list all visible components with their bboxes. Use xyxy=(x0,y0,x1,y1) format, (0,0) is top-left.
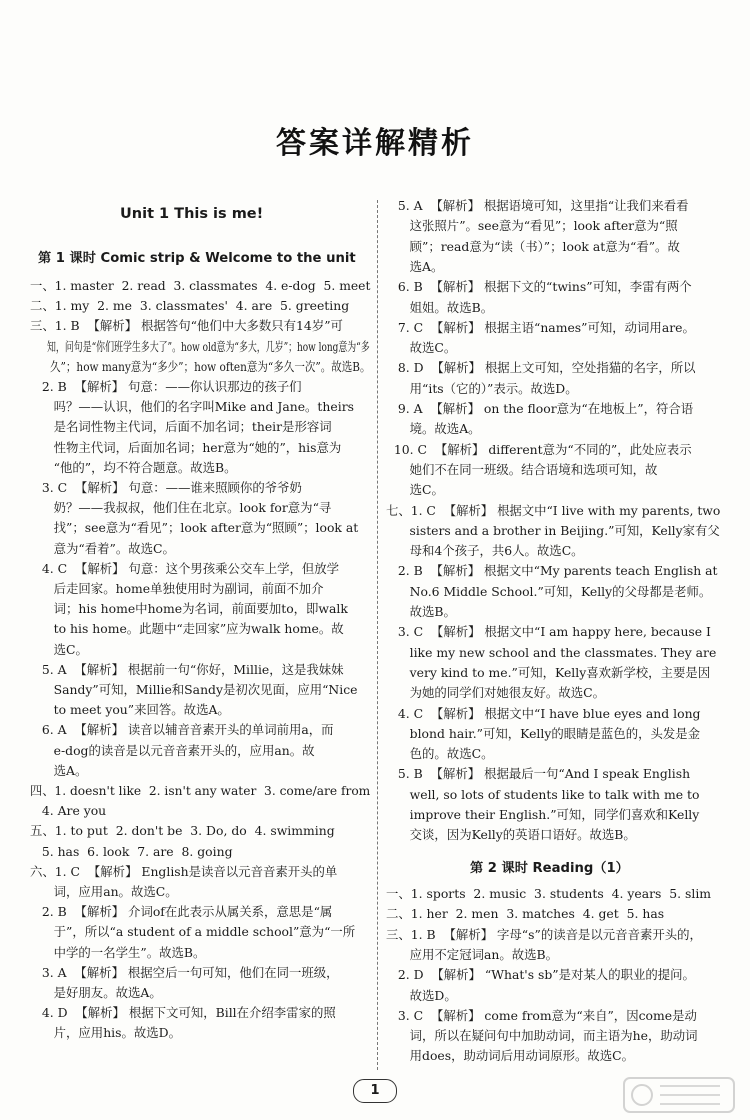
answer-line: 词；his home中home为名词，前面要加to，即walk xyxy=(30,601,348,617)
answer-line: 她们不在同一班级。结合语境和选项可知，故 xyxy=(386,461,658,477)
answer-line: 母和4个孩子，共6人。故选C。 xyxy=(386,543,584,559)
answer-line: 6. B 【解析】 根据下文的“twins”可知，李雷有两个 xyxy=(386,279,692,295)
answer-line: 选C。 xyxy=(30,641,88,657)
answer-line: 片，应用his。故选D。 xyxy=(30,1025,181,1041)
answer-line: 选A。 xyxy=(30,762,88,778)
answer-line: 4. C 【解析】 句意：这个男孩乘公交车上学，但放学 xyxy=(30,560,340,576)
answer-line: 2. B 【解析】 根据文中“My parents teach English at xyxy=(386,563,718,579)
answer-line: 奶？——我叔叔，他们住在北京。look for意为“寻 xyxy=(30,500,332,516)
answer-line: 色的。故选C。 xyxy=(386,746,494,762)
answer-line: 故选D。 xyxy=(386,987,457,1003)
answer-line: 为她的同学们对她很友好。故选C。 xyxy=(386,685,605,701)
answer-line: 性物主代词，后面加名词；her意为“她的”，his意为 xyxy=(30,439,342,455)
answer-line: 10. C 【解析】 different意为“不同的”，此处应表示 xyxy=(386,441,692,457)
watermark-logo-icon xyxy=(620,1072,740,1116)
answer-line: 4. D 【解析】 根据下文可知，Bill在介绍李雷家的照 xyxy=(30,1005,336,1021)
answer-line: 2. B 【解析】 介词of在此表示从属关系，意思是“属 xyxy=(30,904,333,920)
answer-line: 6. A 【解析】 读音以辅音音素开头的单词前用a，而 xyxy=(30,722,334,738)
answer-line: 应用不定冠词an。故选B。 xyxy=(386,946,559,962)
answer-line: 4. Are you xyxy=(30,803,107,819)
answer-line: 意为“看着”。故选C。 xyxy=(30,540,175,556)
answer-line: 境。故选A。 xyxy=(386,421,481,437)
answer-line: 3. C 【解析】 come from意为“来自”，因come是动 xyxy=(386,1007,697,1023)
answer-line: 是名词性物主代词，后面不加名词；their是形容词 xyxy=(30,419,332,435)
answer-line: 选A。 xyxy=(386,258,444,274)
answer-line: 5. B 【解析】 根据最后一句“And I speak English xyxy=(386,766,691,782)
answer-line: 词，应用an。故选C。 xyxy=(30,884,178,899)
answer-line: sisters and a brother in Beijing.”可知，Kelly家有父 xyxy=(386,522,720,538)
unit-title: Unit 1 This is me! xyxy=(120,206,264,222)
answer-line: 找”；see意为“看见”；look after意为“照顾”；look at xyxy=(30,520,359,536)
answer-line: 4. C 【解析】 根据文中“I have blue eyes and long xyxy=(386,705,701,721)
answer-line: 故选B。 xyxy=(386,604,456,619)
answer-line: 三、1. B 【解析】 字母“s”的读音是以元音音素开头的， xyxy=(386,926,702,942)
answer-line: “他的”，均不符合题意。故选B。 xyxy=(30,459,237,475)
page-title: 答案详解精析 xyxy=(276,126,474,161)
answer-line: 2. D 【解析】 “What's sb”是对某人的职业的提问。 xyxy=(386,967,695,983)
answer-line: 3. C 【解析】 句意：——谁来照顾你的爷爷奶 xyxy=(30,480,302,495)
answer-line: 3. C 【解析】 根据文中“I am happy here, because I xyxy=(386,624,711,640)
answer-line: 5. has 6. look 7. are 8. going xyxy=(30,843,233,859)
page-number: 1 xyxy=(353,1079,397,1103)
answer-line: 故选C。 xyxy=(386,340,457,356)
answer-line: 二、1. my 2. me 3. classmates' 4. are 5. greeting xyxy=(30,298,350,314)
answer-line: 这张照片”。see意为“看见”；look after意为“照 xyxy=(386,218,678,234)
answer-line: 9. A 【解析】 on the floor意为“在地板上”，符合语 xyxy=(386,401,694,416)
answer-line: 5. A 【解析】 根据前一句“你好，Millie，这是我妹妹 xyxy=(30,661,344,677)
answer-line: well, so lots of students like to talk with me to xyxy=(386,786,700,802)
answer-line: 3. A 【解析】 根据空后一句可知，他们在同一班级， xyxy=(30,964,339,980)
answer-line: blond hair.”可知，Kelly的眼睛是蓝色的，头发是金 xyxy=(386,725,701,741)
answer-line: 用does，助动词后用动词原形。故选C。 xyxy=(386,1048,635,1064)
answer-line: like my new school and the classmates. They are xyxy=(386,644,717,660)
answer-line: 8. D 【解析】 根据上文可知，空处指猫的名字，所以 xyxy=(386,360,696,376)
answer-line: 是好朋友。故选A。 xyxy=(30,985,162,1000)
lesson2-title: 第 2 课时 Reading（1） xyxy=(470,861,629,876)
answer-line: to meet you”来回答。故选A。 xyxy=(30,702,230,718)
column-divider xyxy=(377,200,378,1070)
answer-line: 中学的一名学生”。故选B。 xyxy=(30,944,206,960)
answer-line: 五、1. to put 2. don't be 3. Do, do 4. swimming xyxy=(30,823,335,839)
answer-line: improve their English.”可知，同学们喜欢和Kelly xyxy=(386,807,700,822)
answer-line: Sandy”可知，Millie和Sandy是初次见面，应用“Nice xyxy=(30,682,358,697)
answer-line: 用“its（它的）”表示。故选D。 xyxy=(386,380,578,396)
answer-line: 顾”；read意为“读（书）”；look at意为“看”。故 xyxy=(386,238,680,254)
answer-line: 七、1. C 【解析】 根据文中“I live with my parents, two xyxy=(386,502,721,518)
answer-line: 久”；how many意为“多少”；how often意为“多久一次”。故选B。 xyxy=(30,358,371,374)
answer-line: e-dog的读音是以元音音素开头的，应用an。故 xyxy=(30,742,315,758)
answer-line: 吗？——认识，他们的名字叫Mike and Jane。theirs xyxy=(30,399,354,415)
answer-line: 三、1. B 【解析】 根据答句“他们中大多数只有14岁”可 xyxy=(30,318,343,334)
answer-line: 7. C 【解析】 根据主语“names”可知，动词用are。 xyxy=(386,319,695,335)
answer-line: 2. B 【解析】 句意：——你认识那边的孩子们 xyxy=(30,379,302,394)
answer-line: very kind to me.”可知，Kelly喜欢新学校，主要是因 xyxy=(386,664,711,680)
answer-line: 选C。 xyxy=(386,482,444,498)
answer-line: 四、1. doesn't like 2. isn't any water 3. come/are from xyxy=(30,783,371,798)
answer-line: 5. A 【解析】 根据语境可知，这里指“让我们来看看 xyxy=(386,198,689,213)
answer-line: to his home。此题中“走回家”应为walk home。故 xyxy=(30,621,344,637)
answer-line: 知，问句是“你们班学生多大了”。how old意为“多大，几岁”；how long意为“多 xyxy=(30,338,370,354)
answer-line: 一、1. sports 2. music 3. students 4. years 5. slim xyxy=(386,886,712,901)
answer-line: 姐姐。故选B。 xyxy=(386,299,494,315)
answer-line: 六、1. C 【解析】 English是读音以元音音素开头的单 xyxy=(30,863,338,879)
answer-line: 于”，所以“a student of a middle school”意为“一所 xyxy=(30,924,356,940)
answer-line: 交谈，因为Kelly的英语口语好。故选B。 xyxy=(386,827,636,843)
lesson1-title: 第 1 课时 Comic strip & Welcome to the unit xyxy=(38,251,356,266)
answer-line: 二、1. her 2. men 3. matches 4. get 5. has xyxy=(386,906,665,922)
answer-line: 一、1. master 2. read 3. classmates 4. e-dog 5. meet xyxy=(30,278,371,293)
answer-line: 后走回家。home单独使用时为副词，前面不加介 xyxy=(30,581,324,596)
answer-line: 词，所以在疑问句中加助动词，而主语为he，助动词 xyxy=(386,1028,698,1044)
answer-line: No.6 Middle School.”可知，Kelly的父母都是老师。 xyxy=(386,583,712,599)
